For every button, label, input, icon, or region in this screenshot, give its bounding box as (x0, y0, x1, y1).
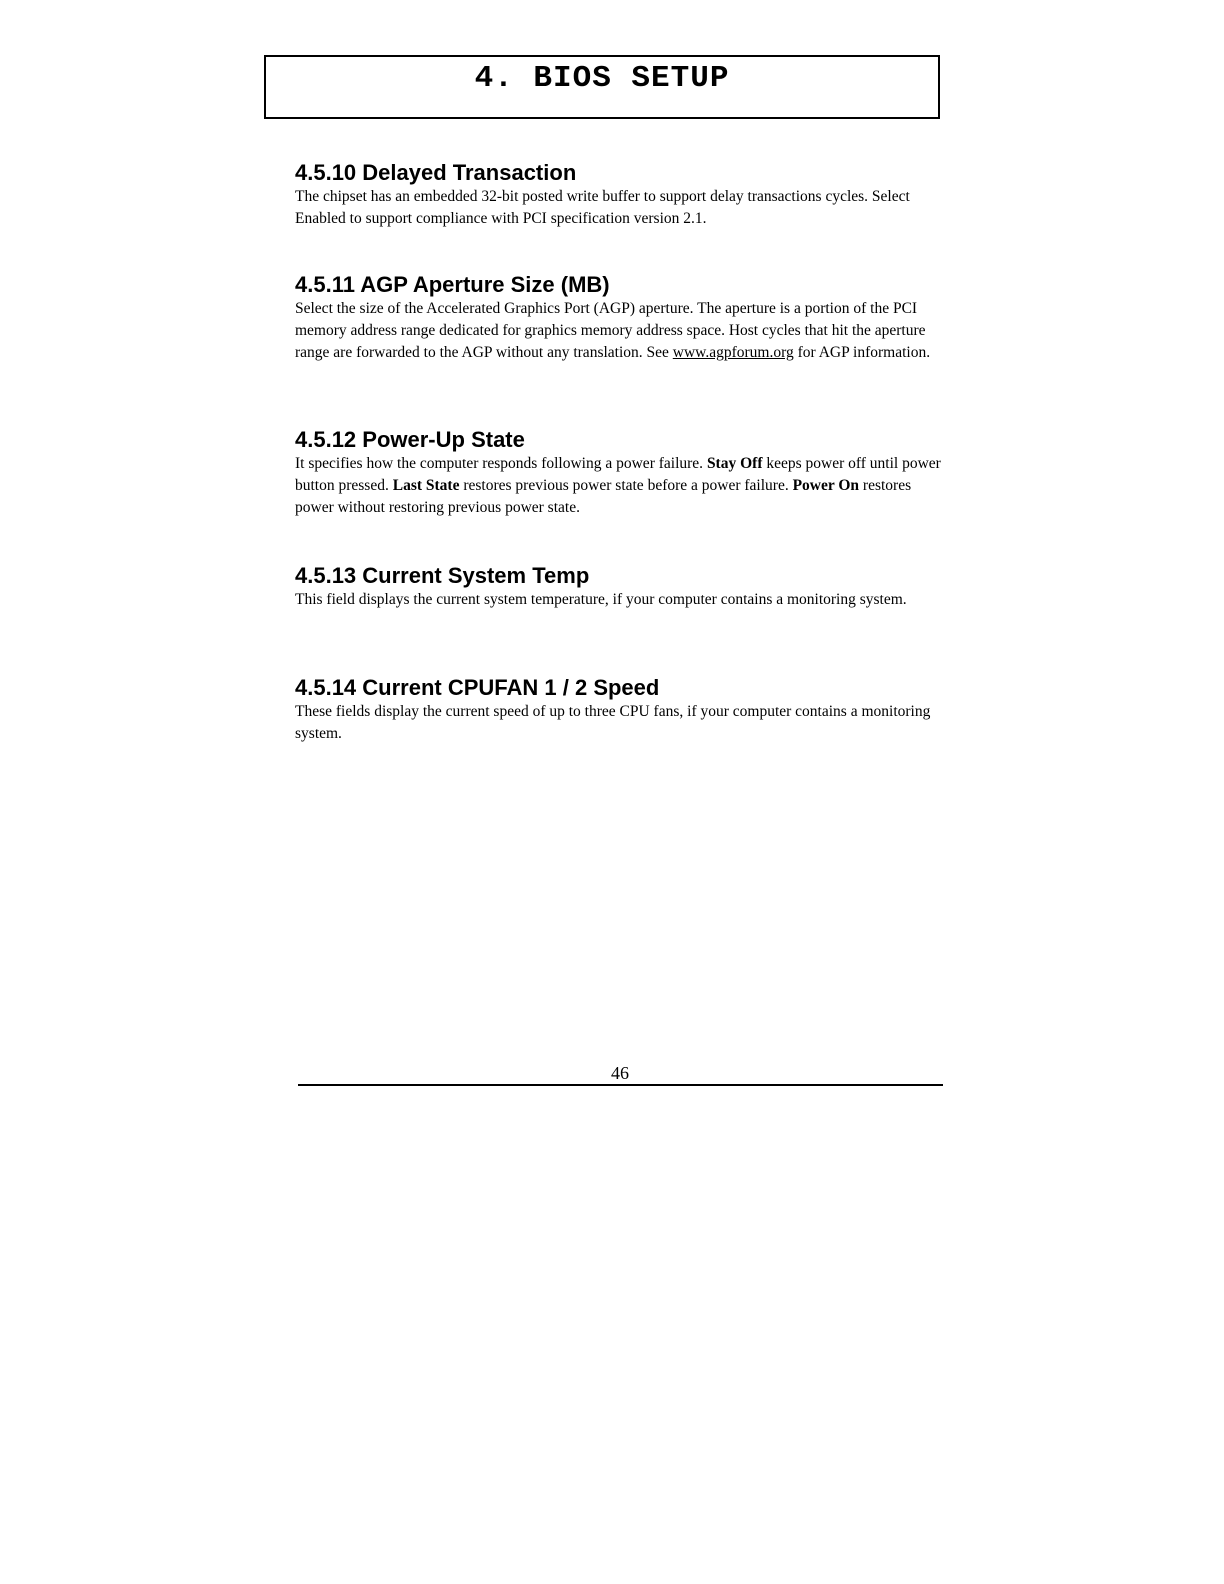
section-body (295, 453, 945, 519)
section-body-text: for AGP information. (793, 344, 931, 361)
section-body (295, 298, 945, 364)
section-heading: 4.5.11 AGP Aperture Size (MB) (295, 272, 610, 297)
section-heading: 4.5.13 Current System Temp (295, 563, 590, 588)
section-body-text: Select the size of the Accelerated Graphics Port (AGP) aperture. The aperture is a portion of the PCI memory address range dedicated for graphics memory address space. Host cycles that hit the aperture range are forwarded to the AGP without any translation. See (295, 300, 926, 361)
section-body-text: It specifies how the computer responds following a power failure. (295, 455, 707, 472)
section-body-text: restores previous power state before a power failure. (459, 477, 793, 494)
section-body: These fields display the current speed of up to three CPU fans, if your computer contains a monitoring system. (295, 703, 931, 742)
section-current-system-temp (295, 563, 945, 611)
option-last-state-label: Last State (392, 477, 460, 494)
section-heading: 4.5.10 Delayed Transaction (295, 160, 577, 185)
section-body-text: keeps power off until power button pressed. (295, 455, 941, 494)
section-agp-aperture-size (295, 272, 945, 364)
chapter-title: 4. BIOS SETUP (474, 61, 730, 96)
option-power-on-label: Power On (792, 477, 860, 494)
section-body: The chipset has an embedded 32-bit posted write buffer to support delay transactions cycles. Select Enabled to support compliance with PCI specification version 2.1. (295, 188, 910, 227)
footer-rule (298, 1084, 943, 1086)
option-stay-off-label: Stay Off (706, 455, 763, 472)
chapter-header-box (264, 55, 940, 119)
section-heading: 4.5.12 Power-Up State (295, 427, 525, 452)
section-heading: 4.5.14 Current CPUFAN 1 / 2 Speed (295, 675, 660, 700)
page-number: 46 (611, 1063, 629, 1083)
section-body: This field displays the current system temperature, if your computer contains a monitoring system. (295, 591, 907, 608)
section-current-cpufan-speed (295, 675, 945, 745)
section-power-up-state (295, 427, 945, 519)
agpforum-link[interactable]: www.agpforum.org (672, 344, 794, 361)
section-delayed-transaction (295, 160, 945, 230)
section-body-text: restores power without restoring previous power state. (295, 477, 912, 516)
